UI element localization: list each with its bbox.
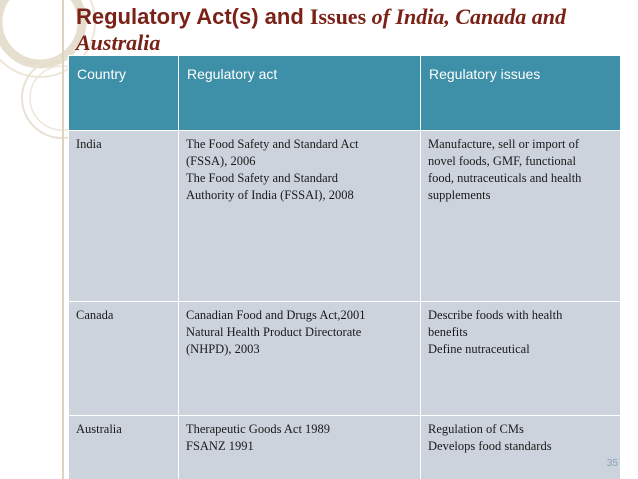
issues-cell <box>421 131 621 302</box>
issues-line: supplements <box>428 188 491 202</box>
act-line: Canadian Food and Drugs Act,2001 <box>186 308 366 322</box>
act-cell <box>179 416 421 479</box>
header-country: Country <box>69 56 179 131</box>
title-part-1: Regulatory Act(s) and <box>76 4 310 29</box>
country-cell: Australia <box>69 416 179 479</box>
act-line: The Food Safety and Standard Act <box>186 137 359 151</box>
issues-cell <box>421 416 621 479</box>
table-row <box>69 416 621 479</box>
decorative-vertical-line <box>62 0 64 479</box>
issues-cell <box>421 302 621 416</box>
title-part-2: Issues <box>309 4 372 29</box>
act-line: (FSSA), 2006 <box>186 154 256 168</box>
issues-line: benefits <box>428 325 468 339</box>
act-line: Authority of India (FSSAI), 2008 <box>186 188 354 202</box>
issues-line: Regulation of CMs <box>428 422 524 436</box>
header-regulatory-act: Regulatory act <box>179 56 421 131</box>
header-regulatory-issues: Regulatory issues <box>421 56 621 131</box>
table-header-row <box>69 56 621 131</box>
slide-title <box>76 4 636 56</box>
regulatory-table <box>68 55 621 479</box>
table-row <box>69 302 621 416</box>
act-line: Therapeutic Goods Act 1989 <box>186 422 331 436</box>
act-line: The Food Safety and Standard <box>186 171 339 185</box>
issues-line: food, nutraceuticals and health <box>428 171 582 185</box>
issues-line: novel foods, GMF, functional <box>428 154 576 168</box>
issues-line: Describe foods with health <box>428 308 563 322</box>
country-cell: Canada <box>69 302 179 416</box>
page-number: 35 <box>606 458 618 469</box>
act-line: Natural Health Product Directorate <box>186 325 362 339</box>
title-part-3: of India, Canada and Australia <box>76 4 567 55</box>
act-line: (NHPD), 2003 <box>186 342 260 356</box>
issues-line: Define nutraceutical <box>428 342 530 356</box>
country-cell: India <box>69 131 179 302</box>
act-line: FSANZ 1991 <box>186 439 254 453</box>
table-row <box>69 131 621 302</box>
act-cell <box>179 131 421 302</box>
issues-line: Develops food standards <box>428 439 552 453</box>
issues-line: Manufacture, sell or import of <box>428 137 579 151</box>
act-cell <box>179 302 421 416</box>
